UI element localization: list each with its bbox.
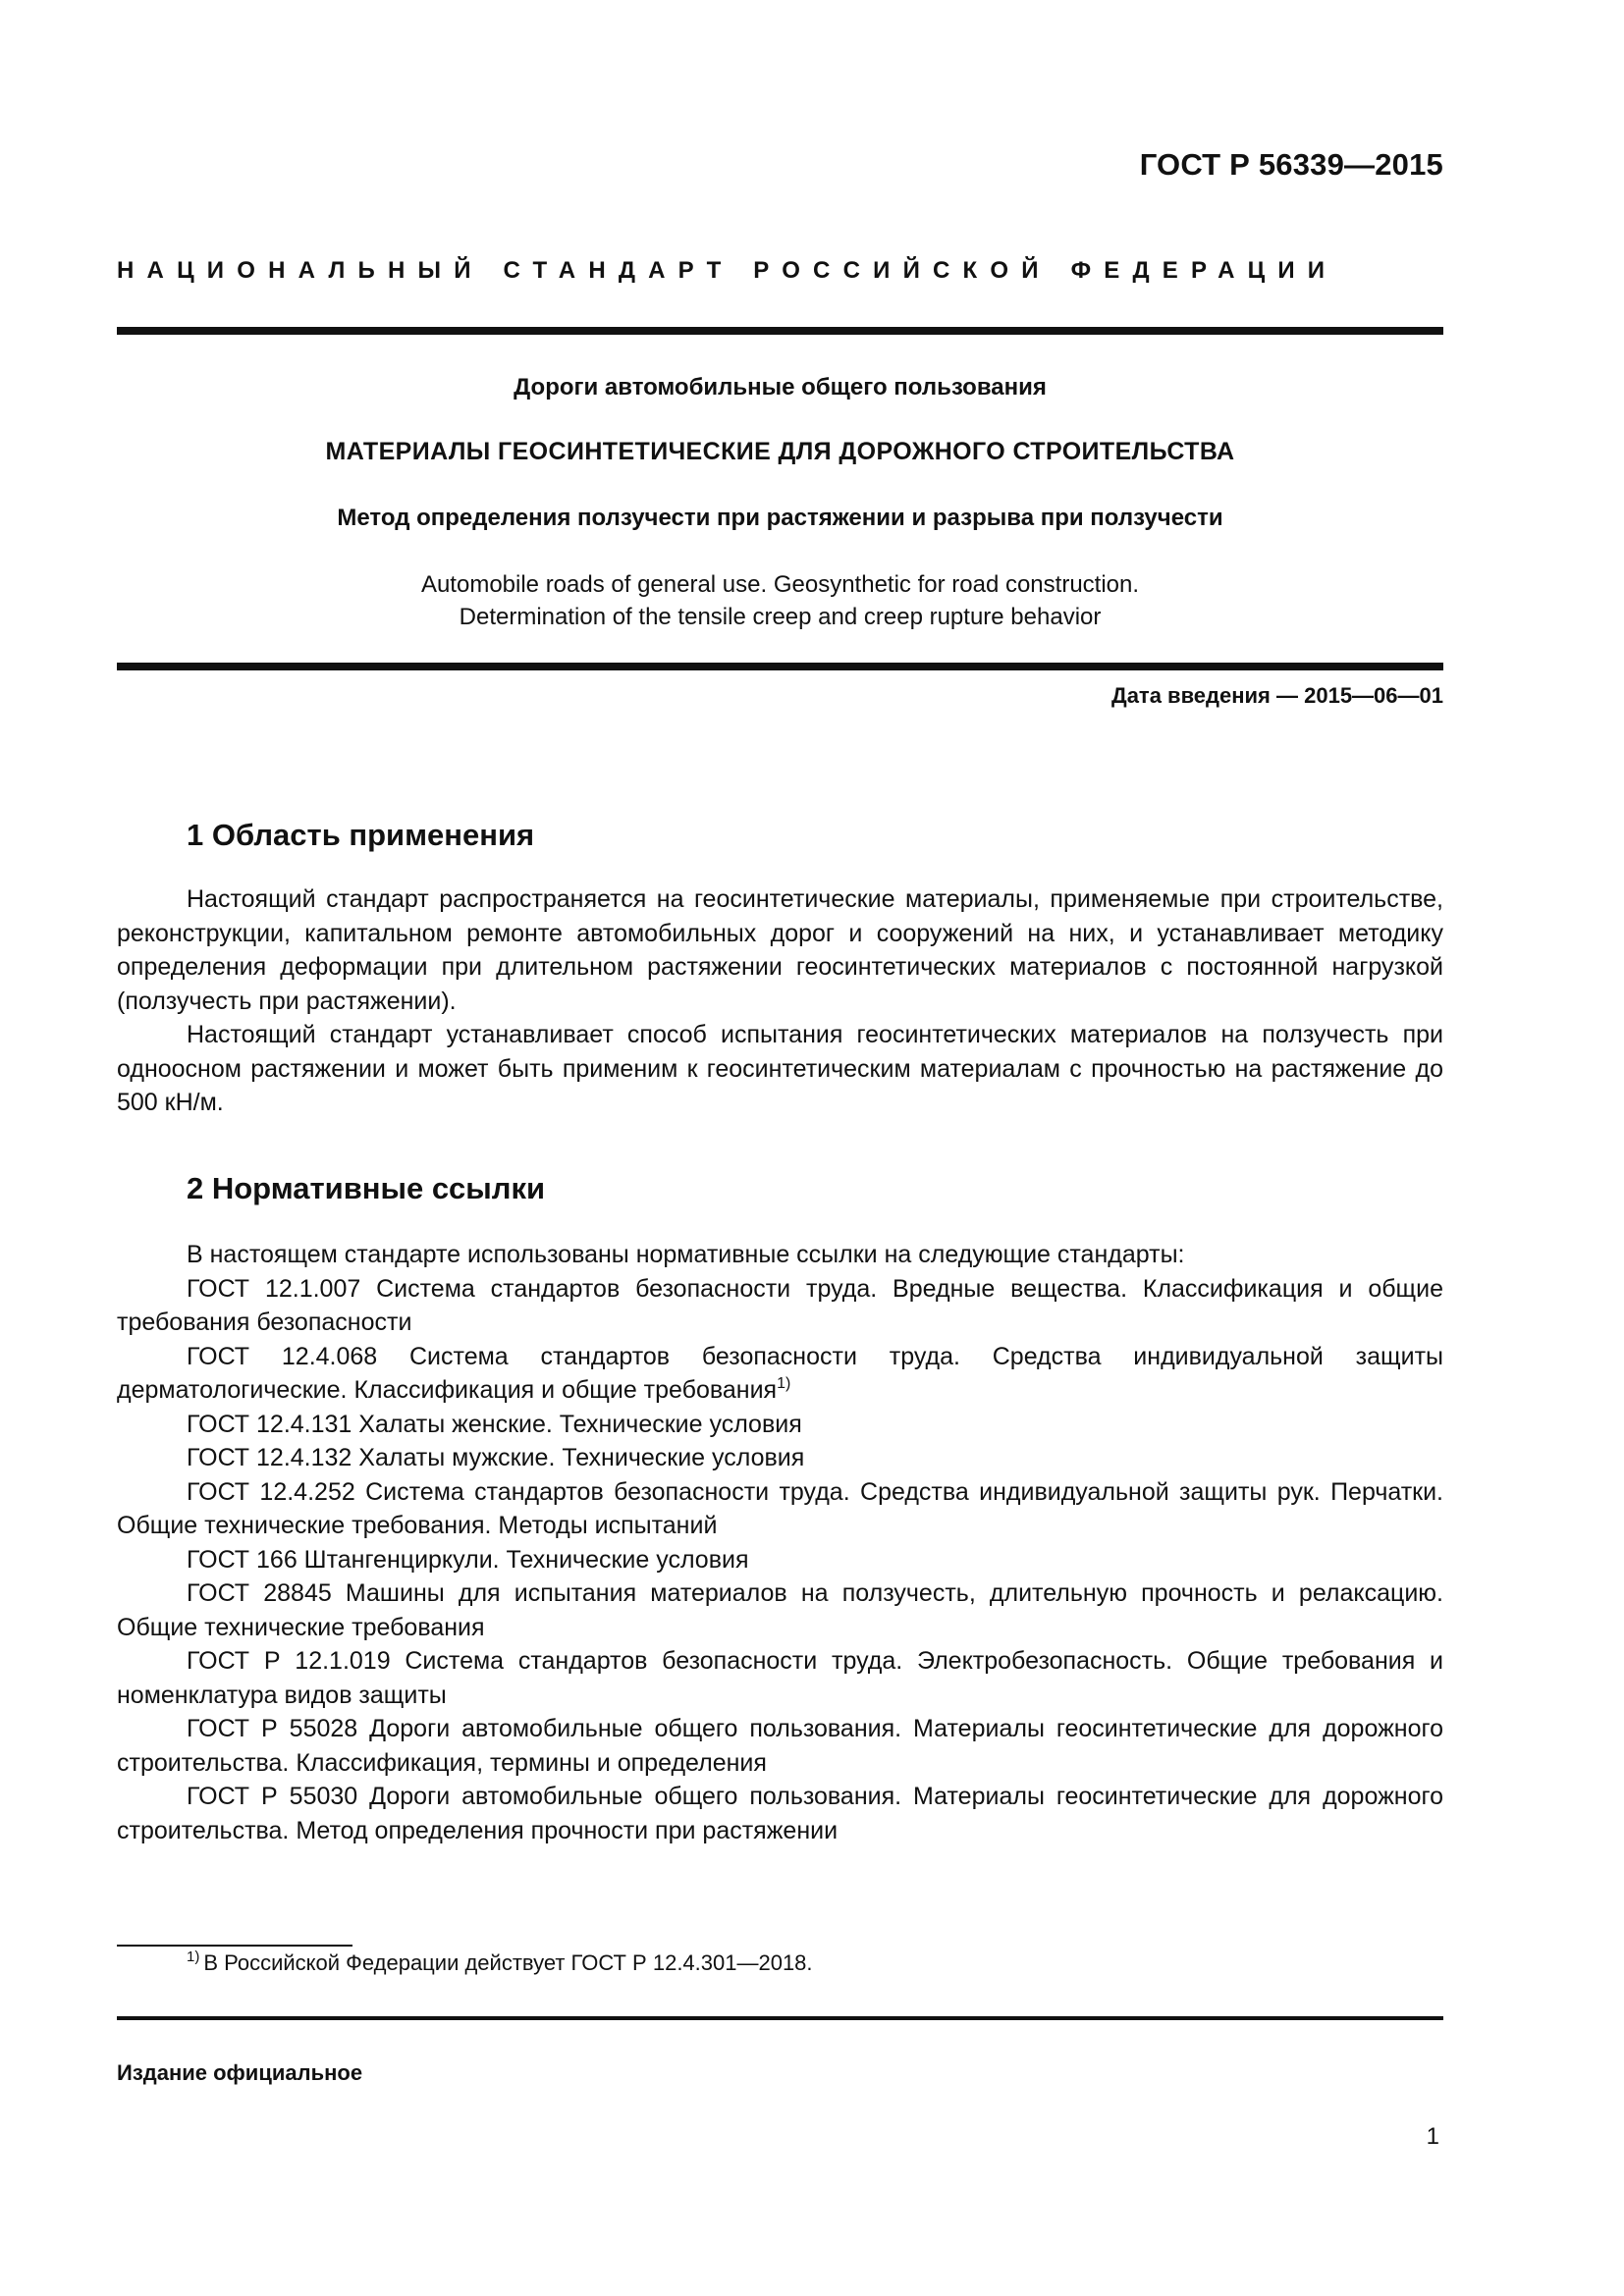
normative-reference-text: ГОСТ 12.4.068 Система стандартов безопасности труда. Средства индивидуальной защиты дерматологические. Классификация и общие требования: [117, 1342, 1443, 1404]
header-divider: [117, 327, 1443, 335]
normative-reference: ГОСТ 12.4.252 Система стандартов безопасности труда. Средства индивидуальной защиты рук. Перчатки. Общие технические требования. Методы испытаний: [117, 1477, 1443, 1539]
normative-reference: ГОСТ Р 55030 Дороги автомобильные общего пользования. Материалы геосинтетические для дорожного строительства. Метод определения прочности при растяжении: [117, 1783, 1443, 1844]
section-1-heading: 1 Область применения: [187, 818, 535, 852]
normative-reference: ГОСТ Р 55028 Дороги автомобильные общего пользования. Материалы геосинтетические для дорожного строительства. Классификация, термины и определения: [117, 1715, 1443, 1777]
page-number: 1: [1426, 2123, 1439, 2150]
title-line-1: Дороги автомобильные общего пользования: [514, 374, 1047, 400]
introduction-date: Дата введения — 2015—06—01: [1111, 683, 1443, 708]
footnote-marker[interactable]: 1): [777, 1375, 791, 1392]
normative-reference: ГОСТ Р 12.1.019 Система стандартов безопасности труда. Электробезопасность. Общие требования и номенклатура видов защиты: [117, 1647, 1443, 1709]
section-2-intro: В настоящем стандарте использованы нормативные ссылки на следующие стандарты:: [187, 1241, 1185, 1268]
section-1-paragraph: Настоящий стандарт распространяется на геосинтетические материалы, применяемые при строительстве, реконструкции, капитальном ремонте автомобильных дорог и сооружений на них, и устанавливает методику определения деформации при длительном растяжении геосинтетических материалов с постоянной нагрузкой (ползучесть при растяжении).: [117, 885, 1443, 1015]
title-line-3: Метод определения ползучести при растяжении и разрыва при ползучести: [337, 505, 1223, 531]
normative-reference: ГОСТ 12.1.007 Система стандартов безопасности труда. Вредные вещества. Классификация и общие требования безопасности: [117, 1274, 1443, 1336]
footnote-text: В Российской Федерации действует ГОСТ Р 12.4.301—2018.: [203, 1950, 813, 1975]
document-code: ГОСТ Р 56339—2015: [1139, 147, 1443, 182]
section-1-paragraph: Настоящий стандарт устанавливает способ испытания геосинтетических материалов на ползучесть при одноосном растяжении и может быть применим к геосинтетическим материалам с прочностью на растяжение до 500 кН/м.: [117, 1021, 1443, 1116]
footnote-separator: [117, 1945, 352, 1947]
normative-reference: ГОСТ 28845 Машины для испытания материалов на ползучесть, длительную прочность и релаксацию. Общие технические требования: [117, 1579, 1443, 1641]
english-title-line-1: Automobile roads of general use. Geosynthetic for road construction.: [420, 571, 1140, 598]
title-line-2: МАТЕРИАЛЫ ГЕОСИНТЕТИЧЕСКИЕ ДЛЯ ДОРОЖНОГО СТРОИТЕЛЬСТВА: [325, 438, 1235, 465]
section-2-body: [117, 1238, 1443, 1847]
title-divider: [117, 663, 1443, 670]
footnote-number: 1): [187, 1949, 200, 1965]
section-2-heading: 2 Нормативные ссылки: [187, 1171, 546, 1205]
footer-divider: [117, 2016, 1443, 2020]
normative-reference: [117, 1340, 1443, 1408]
english-title-line-2: Determination of the tensile creep and creep rupture behavior: [459, 604, 1102, 630]
section-1-body: [117, 882, 1443, 1120]
normative-reference: ГОСТ 12.4.131 Халаты женские. Технические условия: [187, 1410, 802, 1438]
english-title: [117, 568, 1443, 633]
normative-reference: ГОСТ 12.4.132 Халаты мужские. Технические условия: [187, 1444, 805, 1471]
footnote: [187, 1950, 813, 1976]
national-standard-banner: НАЦИОНАЛЬНЫЙ СТАНДАРТ РОССИЙСКОЙ ФЕДЕРАЦИИ: [117, 257, 1338, 284]
normative-reference: ГОСТ 166 Штангенциркули. Технические условия: [187, 1545, 749, 1574]
edition-label: Издание официальное: [117, 2060, 363, 2085]
